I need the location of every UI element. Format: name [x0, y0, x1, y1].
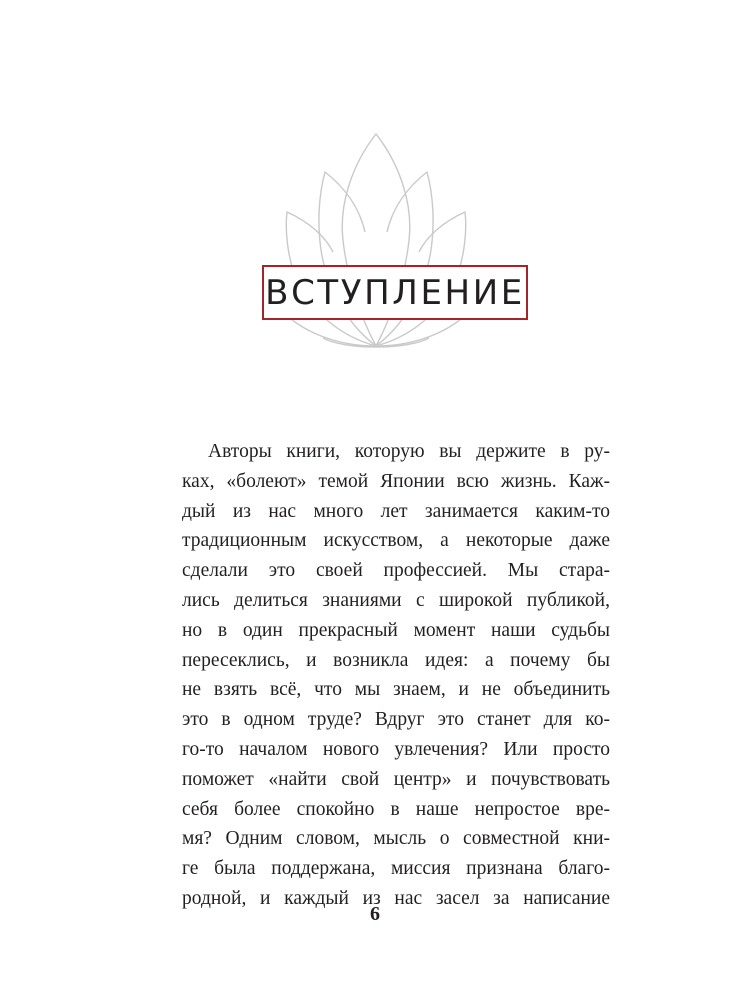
chapter-title: ВСТУПЛЕНИЕ [265, 272, 525, 313]
text-line: ге была поддержана, миссия признана благо- [182, 858, 610, 880]
text-line: Авторы книги, которую вы держите в ру- [208, 441, 610, 462]
text-line: но в один прекрасный момент наши судьбы [182, 619, 610, 641]
chapter-title-frame [262, 265, 528, 320]
text-line: не взять всё, что мы знаем, и не объединить [182, 679, 610, 701]
text-line: лись делиться знаниями с широкой публикой, [182, 589, 610, 611]
text-line: традиционным искусством, а некоторые даже [182, 530, 610, 552]
text-line: себя более спокойно в наше непростое вре- [182, 798, 610, 820]
text-line: мя? Одним словом, мысль о совместной кни- [182, 828, 610, 850]
text-line: это в одном труде? Вдруг это станет для ко- [182, 709, 610, 731]
text-line: родной, и каждый из нас засел за написание [182, 887, 610, 909]
page-number: 6 [370, 903, 380, 925]
text-line: пересеклись, и возникла идея: а почему бы [182, 649, 610, 671]
text-line: го-то началом нового увлечения? Или просто [182, 738, 610, 760]
text-line: сделали это своей профессией. Мы стара- [182, 560, 610, 582]
text-line: поможет «найти свой центр» и почувствовать [182, 768, 610, 790]
text-line: ках, «болеют» темой Японии всю жизнь. Каж- [182, 470, 610, 492]
introduction-paragraph [182, 437, 610, 914]
text-line: дый из нас много лет занимается каким-то [182, 500, 610, 522]
